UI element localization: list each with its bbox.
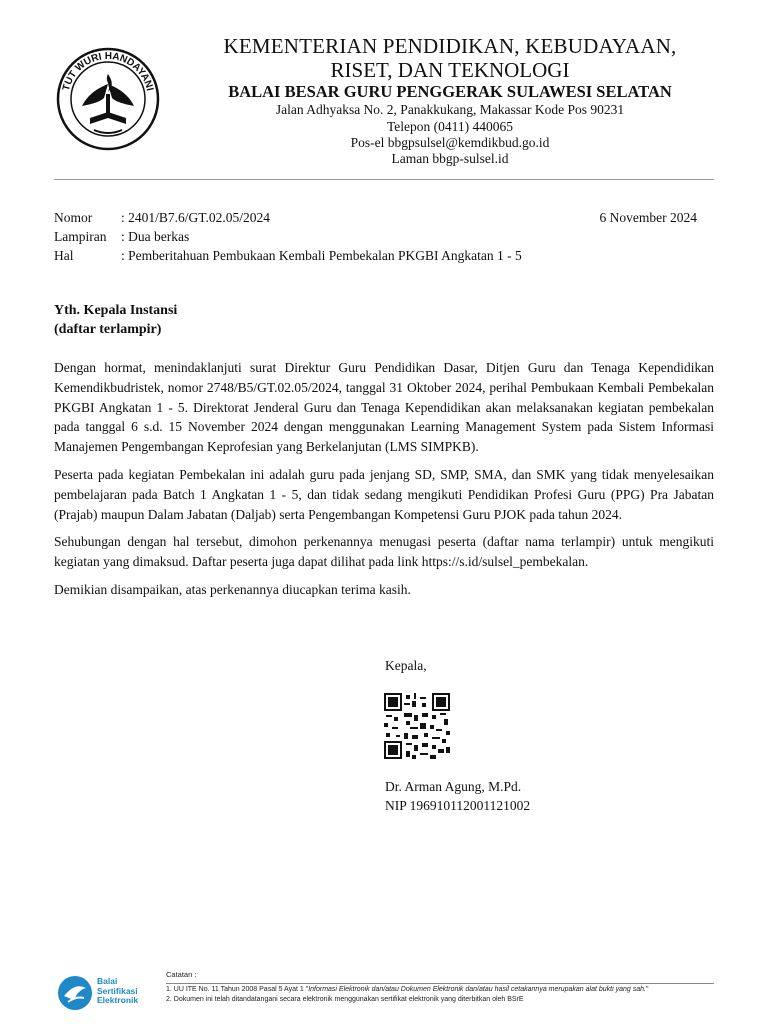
letter-body xyxy=(54,358,714,608)
letterhead-email: Pos-el bbgpsulsel@kemdikbud.go.id xyxy=(350,135,550,150)
signatory-name: Dr. Arman Agung, M.Pd. xyxy=(385,779,522,794)
hal-value: : Pemberitahuan Pembukaan Kembali Pembekalan PKGBI Angkatan 1 - 5 xyxy=(121,248,522,263)
body-paragraph-1: Dengan hormat, menindaklanjuti surat Direktur Guru Pendidikan Dasar, Ditjen Guru dan Tenaga Kependidikan Kemendikbudristek, nomor 2748/B5/GT.02.05/2024, tanggal 31 Oktober 2024, perihal Pembukaan Kembali Pembekalan PKGBI Angkatan 1 - 5. Direktorat Jenderal Guru dan Tenaga Kependidikan akan melaksanakan kegiatan pembekalan pada tanggal 6 s.d. 15 November 2024 dengan menggunakan Learning Management System pada Sistem Informasi Manajemen Pengembangan Keprofesian yang Berkelanjutan (LMS SIMPKB). xyxy=(54,360,714,455)
letterhead-office-name: BALAI BESAR GURU PENGGERAK SULAWESI SELATAN xyxy=(228,82,672,101)
footer-note-1-suffix: " xyxy=(645,986,649,993)
body-paragraph-3: Sehubungan dengan hal tersebut, dimohon perkenannya menugasi peserta (daftar nama terlampir) untuk mengikuti kegiatan yang dimaksud. Daftar peserta juga dapat dilihat pada link https://s.id/sulsel_pembekalan. xyxy=(54,534,714,570)
addressee xyxy=(54,301,177,339)
hal-label: Hal xyxy=(54,248,74,263)
bsre-logo-icon xyxy=(56,974,94,1012)
letterhead-website: Laman bbgp-sulsel.id xyxy=(391,151,509,166)
nomor-label: Nomor xyxy=(54,210,93,225)
signature-title: Kepala, xyxy=(385,658,427,673)
footer-divider xyxy=(166,983,714,984)
qr-code-icon xyxy=(384,693,450,759)
lampiran-value: : Dua berkas xyxy=(121,229,190,244)
footer-note-2: 2. Dokumen ini telah ditandatangani secara elektronik menggunakan sertifikat elektronik yang diterbitkan oleh BSrE xyxy=(166,996,524,1003)
addressee-line-1: Yth. Kepala Instansi xyxy=(54,303,178,318)
bsre-label-line-1: Balai xyxy=(97,976,118,986)
letterhead-address: Jalan Adhyaksa No. 2, Panakkukang, Makassar Kode Pos 90231 xyxy=(275,102,625,117)
letterhead-ministry-line-2: RISET, DAN TEKNOLOGI xyxy=(330,58,570,82)
letterhead-phone: Telepon (0411) 440065 xyxy=(386,119,514,134)
signatory-nip: NIP 196910112001121002 xyxy=(385,798,531,813)
footer-notes-title: Catatan : xyxy=(166,970,197,979)
bsre-label-line-3: Elektronik xyxy=(97,995,139,1005)
bsre-label xyxy=(97,977,138,1006)
nomor-value: : 2401/B7.6/GT.02.05/2024 xyxy=(121,210,271,225)
letterhead-divider xyxy=(54,179,714,180)
tut-wuri-handayani-logo-icon xyxy=(54,44,162,154)
footer-note-1 xyxy=(166,985,648,994)
letterhead-ministry-line-1: KEMENTERIAN PENDIDIKAN, KEBUDAYAAN, xyxy=(223,34,677,58)
svg-text:TUT WURI HANDAYANI xyxy=(61,51,155,92)
addressee-line-2: (daftar terlampir) xyxy=(54,322,162,337)
lampiran-label: Lampiran xyxy=(54,229,107,244)
body-paragraph-2: Peserta pada kegiatan Pembekalan ini adalah guru pada jenjang SD, SMP, SMA, dan SMK yang tidak menyelesaikan pembelajaran pada Batch 1 Angkatan 1 - 5, dan tidak sedang mengikuti Pendidikan Profesi Guru (PPG) Pra Jabatan (Prajab) maupun Dalam Jabatan (Daljab) serta Pengembangan Kompetensi Guru PJOK pada tahun 2024. xyxy=(54,466,714,522)
body-paragraph-4: Demikian disampaikan, atas perkenannya diucapkan terima kasih. xyxy=(54,581,411,597)
footer-note-1-prefix: 1. UU ITE No. 11 Tahun 2008 Pasal 5 Ayat 1 " xyxy=(166,986,309,993)
logo-motto-text: TUT WURI HANDAYANI xyxy=(60,50,156,93)
letter-date: 6 November 2024 xyxy=(599,210,697,225)
footer-note-1-quote: Informasi Elektronik dan/atau Dokumen Elektronik dan/atau hasil cetakannya merupakan alat bukti yang sah. xyxy=(308,986,646,993)
bsre-label-line-2: Sertifikasi xyxy=(97,985,138,996)
